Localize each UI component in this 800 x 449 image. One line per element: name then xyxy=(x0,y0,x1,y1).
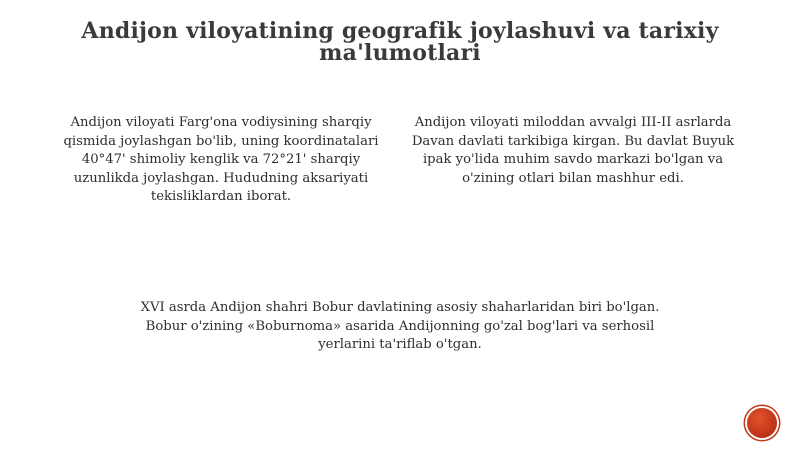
bobur-paragraph: XVI asrda Andijon shahri Bobur davlatining asosiy shaharlaridan biri bo'lgan. Bobur o'zining «Boburnoma» asarida Andijonning go'zal bog'lari va serhosil yerlarini ta'riflab o'tgan. xyxy=(140,300,660,353)
history-paragraph: Andijon viloyati miloddan avvalgi III-II asrlarda Davan davlati tarkibiga kirgan. Bu davlat Buyuk ipak yo'lida muhim savdo markazi bo'lgan va o'zining otlari bilan mashhur edi. xyxy=(411,115,735,186)
slide-title: Andijon viloyatining geografik joylashuvi va tarixiy ma'lumotlari xyxy=(81,18,719,66)
geography-paragraph: Andijon viloyati Farg'ona vodiysining sharqiy qismida joylashgan bo'lib, uning koordinatalari 40°47' shimoliy kenglik va 72°21' sharqiy uzunlikda joylashgan. Hududning aksariyati tekisliklardan iborat. xyxy=(63,115,379,205)
circle-nav-icon[interactable] xyxy=(747,408,777,438)
